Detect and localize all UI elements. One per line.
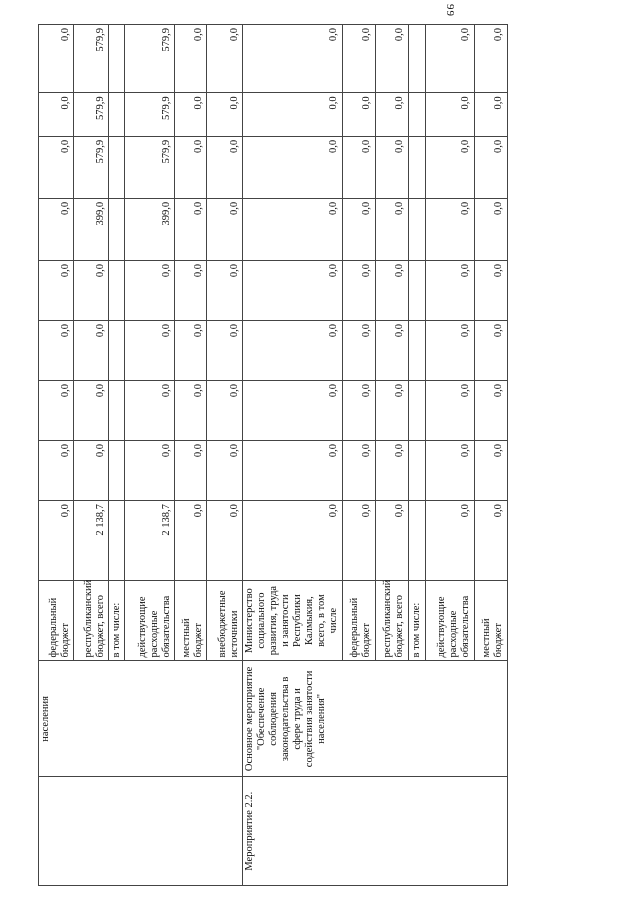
value-cell: 0,0 xyxy=(474,25,507,93)
value-cell: 0,0 xyxy=(207,261,243,321)
value-cell: 0,0 xyxy=(425,136,474,198)
value-cell: 0,0 xyxy=(375,136,408,198)
value-cell: 0,0 xyxy=(74,381,109,441)
value-cell: 0,0 xyxy=(474,198,507,260)
value-cell: 399,0 xyxy=(74,198,109,260)
value-cell: 579,9 xyxy=(74,93,109,136)
value-cell: 0,0 xyxy=(207,198,243,260)
funding-source-label: действующие расходные обязательства xyxy=(425,580,474,661)
value-cell: 0,0 xyxy=(342,441,375,501)
value-cell: 0,0 xyxy=(125,261,175,321)
funding-source-label: федеральный бюджет xyxy=(39,580,74,661)
value-cell: 0,0 xyxy=(175,261,207,321)
budget-table xyxy=(38,24,508,886)
value-cell xyxy=(408,381,425,441)
value-cell: 0,0 xyxy=(39,25,74,93)
value-cell: 0,0 xyxy=(342,198,375,260)
funding-source-label: в том числе: xyxy=(408,580,425,661)
funding-source-label: местный бюджет xyxy=(474,580,507,661)
value-cell: 0,0 xyxy=(125,441,175,501)
value-cell xyxy=(109,198,125,260)
value-cell xyxy=(109,261,125,321)
value-cell: 0,0 xyxy=(342,261,375,321)
value-cell: 0,0 xyxy=(207,136,243,198)
value-cell: 0,0 xyxy=(125,381,175,441)
value-cell: 0,0 xyxy=(342,321,375,381)
value-cell: 0,0 xyxy=(342,25,375,93)
value-cell: 0,0 xyxy=(175,381,207,441)
value-cell xyxy=(408,321,425,381)
value-cell: 0,0 xyxy=(175,198,207,260)
value-cell: 0,0 xyxy=(175,441,207,501)
value-cell: 0,0 xyxy=(39,441,74,501)
value-cell: 579,9 xyxy=(125,25,175,93)
measure-number-cell xyxy=(39,777,243,886)
value-cell xyxy=(408,93,425,136)
value-cell: 0,0 xyxy=(207,501,243,581)
value-cell: 0,0 xyxy=(425,198,474,260)
value-cell: 399,0 xyxy=(125,198,175,260)
value-cell: 579,9 xyxy=(74,25,109,93)
value-cell: 579,9 xyxy=(74,136,109,198)
value-cell: 0,0 xyxy=(474,261,507,321)
funding-source-label: местный бюджет xyxy=(175,580,207,661)
value-cell xyxy=(109,321,125,381)
value-cell: 0,0 xyxy=(74,321,109,381)
value-cell: 0,0 xyxy=(125,321,175,381)
value-cell: 0,0 xyxy=(207,25,243,93)
value-cell: 0,0 xyxy=(39,261,74,321)
value-cell: 0,0 xyxy=(207,381,243,441)
value-cell: 0,0 xyxy=(243,441,343,501)
measure-number-cell: Мероприятие 2.2. xyxy=(243,777,508,886)
value-cell: 0,0 xyxy=(474,501,507,581)
value-cell: 0,0 xyxy=(342,381,375,441)
funding-source-label: внебюджетные источники xyxy=(207,580,243,661)
value-cell: 0,0 xyxy=(243,321,343,381)
value-cell: 0,0 xyxy=(74,261,109,321)
page-number: 99 xyxy=(444,4,456,17)
value-cell: 0,0 xyxy=(342,93,375,136)
value-cell: 0,0 xyxy=(74,441,109,501)
value-cell xyxy=(109,25,125,93)
value-cell xyxy=(408,136,425,198)
value-cell: 0,0 xyxy=(175,25,207,93)
value-cell xyxy=(109,136,125,198)
value-cell: 0,0 xyxy=(39,198,74,260)
value-cell: 0,0 xyxy=(375,261,408,321)
value-cell: 579,9 xyxy=(125,93,175,136)
value-cell xyxy=(109,441,125,501)
measure-name-cell: населения xyxy=(39,661,243,777)
value-cell: 0,0 xyxy=(243,25,343,93)
value-cell: 0,0 xyxy=(375,501,408,581)
value-cell: 0,0 xyxy=(39,381,74,441)
value-cell: 0,0 xyxy=(375,25,408,93)
funding-source-label: Министерство социального развития, труда и занятости Республики Калмыкия, всего, в том числе xyxy=(243,580,343,661)
value-cell: 0,0 xyxy=(207,321,243,381)
value-cell: 0,0 xyxy=(474,321,507,381)
table-row xyxy=(243,25,343,886)
value-cell: 0,0 xyxy=(425,381,474,441)
value-cell: 0,0 xyxy=(175,321,207,381)
value-cell: 0,0 xyxy=(207,441,243,501)
value-cell: 0,0 xyxy=(243,136,343,198)
value-cell: 0,0 xyxy=(175,501,207,581)
value-cell xyxy=(408,261,425,321)
funding-source-label: действующие расходные обязательства xyxy=(125,580,175,661)
value-cell: 0,0 xyxy=(375,198,408,260)
value-cell xyxy=(408,441,425,501)
value-cell: 0,0 xyxy=(425,321,474,381)
value-cell: 0,0 xyxy=(425,501,474,581)
value-cell xyxy=(109,93,125,136)
funding-source-label: республиканский бюджет, всего xyxy=(375,580,408,661)
value-cell: 0,0 xyxy=(425,93,474,136)
value-cell: 0,0 xyxy=(342,501,375,581)
value-cell: 0,0 xyxy=(175,136,207,198)
value-cell: 0,0 xyxy=(207,93,243,136)
value-cell: 0,0 xyxy=(243,198,343,260)
value-cell: 0,0 xyxy=(474,136,507,198)
value-cell: 0,0 xyxy=(474,441,507,501)
rotated-page xyxy=(38,12,578,892)
value-cell: 0,0 xyxy=(243,261,343,321)
value-cell xyxy=(408,198,425,260)
value-cell: 0,0 xyxy=(39,136,74,198)
funding-source-label: республиканский бюджет, всего xyxy=(74,580,109,661)
value-cell xyxy=(109,381,125,441)
value-cell: 0,0 xyxy=(342,136,375,198)
measure-name-cell: Основное мероприятие "Обеспечение соблюдения законодательства в сфере труда и содействия занятости населения" xyxy=(243,661,508,777)
value-cell: 0,0 xyxy=(39,321,74,381)
value-cell: 0,0 xyxy=(39,93,74,136)
table-row xyxy=(39,25,74,886)
value-cell: 0,0 xyxy=(39,501,74,581)
value-cell: 0,0 xyxy=(243,381,343,441)
funding-source-label: федеральный бюджет xyxy=(342,580,375,661)
value-cell: 0,0 xyxy=(474,381,507,441)
value-cell: 0,0 xyxy=(375,381,408,441)
value-cell: 0,0 xyxy=(474,93,507,136)
value-cell: 2 138,7 xyxy=(74,501,109,581)
value-cell: 0,0 xyxy=(243,501,343,581)
value-cell: 2 138,7 xyxy=(125,501,175,581)
value-cell: 579,9 xyxy=(125,136,175,198)
value-cell: 0,0 xyxy=(243,93,343,136)
value-cell xyxy=(109,501,125,581)
value-cell: 0,0 xyxy=(425,261,474,321)
value-cell: 0,0 xyxy=(175,93,207,136)
value-cell xyxy=(408,501,425,581)
value-cell: 0,0 xyxy=(375,321,408,381)
funding-source-label: в том числе: xyxy=(109,580,125,661)
value-cell: 0,0 xyxy=(425,25,474,93)
value-cell xyxy=(408,25,425,93)
value-cell: 0,0 xyxy=(375,93,408,136)
value-cell: 0,0 xyxy=(425,441,474,501)
value-cell: 0,0 xyxy=(375,441,408,501)
